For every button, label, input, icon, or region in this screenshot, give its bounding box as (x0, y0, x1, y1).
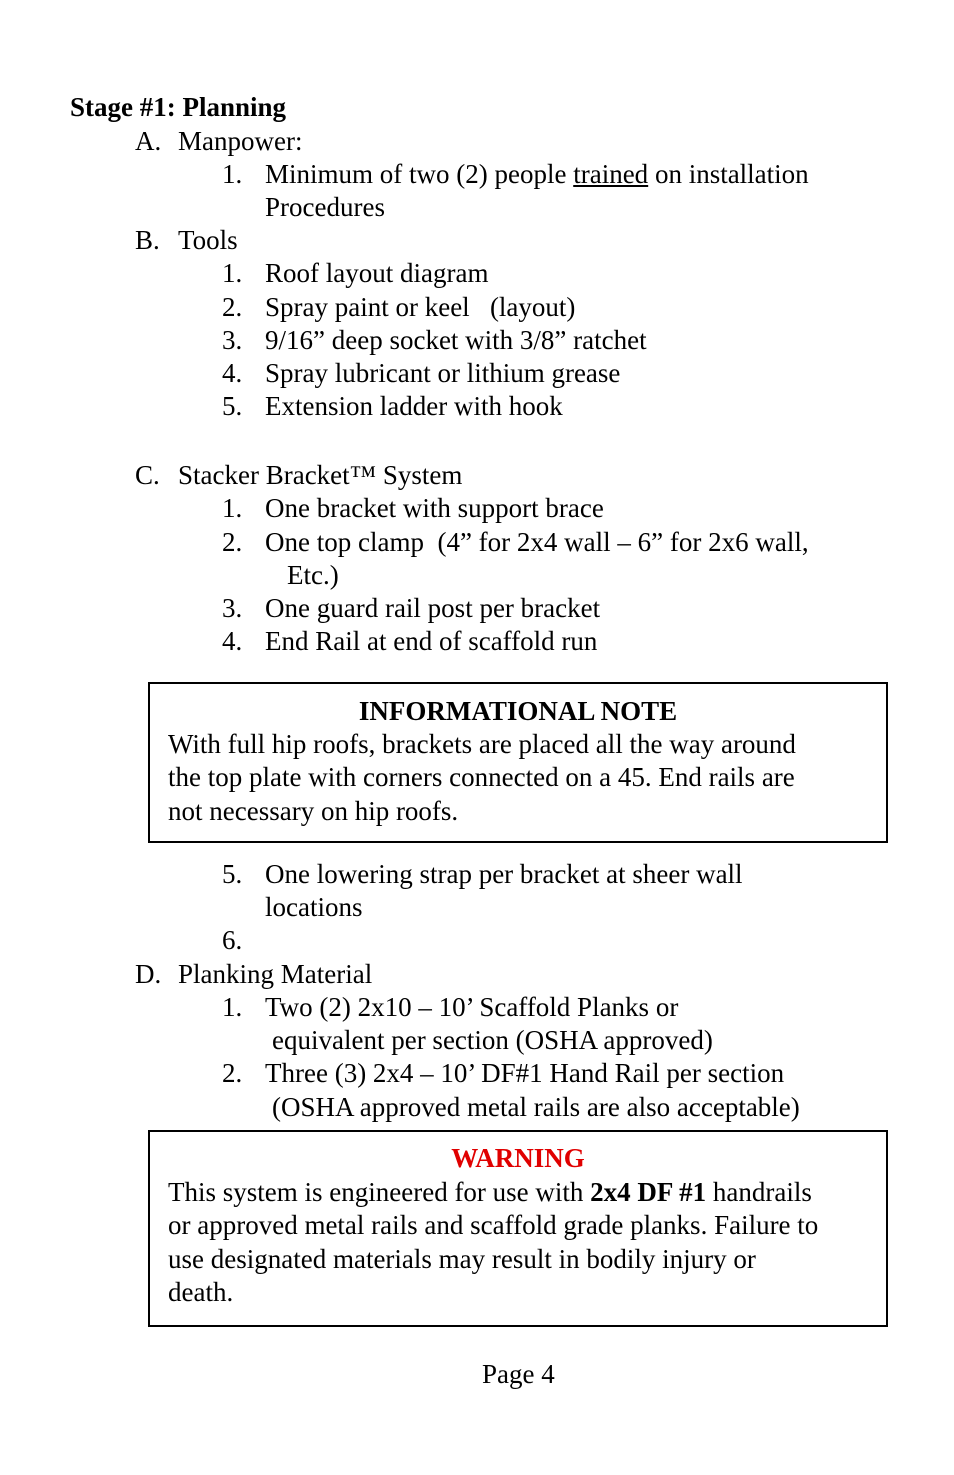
b-item-3-text: 9/16” deep socket with 3/8” ratchet (265, 325, 647, 355)
page-number: Page 4 (482, 1359, 555, 1389)
b-item-2-num: 2. (222, 292, 243, 322)
d-item-1-cont: equivalent per section (OSHA approved) (272, 1025, 713, 1055)
b-item-5-num: 5. (222, 391, 243, 421)
a-item-1-post: on installation (648, 159, 809, 189)
c-item-4-num: 4. (222, 626, 243, 656)
informational-note-line-2: the top plate with corners connected on a 45. End rails are (168, 762, 795, 792)
b-item-3-num: 3. (222, 325, 243, 355)
b-item-1-text: Roof layout diagram (265, 258, 489, 288)
c-item-5-text: One lowering strap per bracket at sheer wall (265, 859, 743, 889)
section-c-letter: C. (135, 460, 160, 490)
informational-note-title: INFORMATIONAL NOTE (358, 696, 678, 726)
section-c-label: Stacker Bracket™ System (178, 460, 463, 490)
warning-line-1 (168, 1176, 812, 1208)
a-item-1-cont: Procedures (265, 192, 385, 222)
warning-line-3: use designated materials may result in bodily injury or (168, 1244, 756, 1274)
a-item-1-underlined: trained (573, 159, 649, 189)
b-item-4-text: Spray lubricant or lithium grease (265, 358, 621, 388)
c-item-5-num: 5. (222, 859, 243, 889)
a-item-1-text (265, 158, 809, 190)
warning-line-4: death. (168, 1277, 234, 1307)
section-a-label: Manpower: (178, 126, 303, 156)
a-item-1-num: 1. (222, 159, 243, 189)
informational-note-box (148, 682, 888, 843)
warning-line-2: or approved metal rails and scaffold grade planks. Failure to (168, 1210, 819, 1240)
a-item-1-pre: Minimum of two (2) people (265, 159, 574, 189)
c-item-5-cont: locations (265, 892, 363, 922)
c-item-3-num: 3. (222, 593, 243, 623)
section-b-label: Tools (178, 225, 238, 255)
stage-title: Stage #1: Planning (70, 92, 287, 122)
warning-line-1-post: handrails (706, 1177, 812, 1207)
d-item-2-cont: (OSHA approved metal rails are also acceptable) (272, 1092, 800, 1122)
b-item-5-text: Extension ladder with hook (265, 391, 563, 421)
d-item-1-text: Two (2) 2x10 – 10’ Scaffold Planks or (265, 992, 679, 1022)
section-d-label: Planking Material (178, 959, 373, 989)
d-item-2-text: Three (3) 2x4 – 10’ DF#1 Hand Rail per section (265, 1058, 785, 1088)
c-item-1-text: One bracket with support brace (265, 493, 604, 523)
b-item-2-text: Spray paint or keel (layout) (265, 292, 576, 322)
d-item-1-num: 1. (222, 992, 243, 1022)
section-d-letter: D. (135, 959, 162, 989)
b-item-1-num: 1. (222, 258, 243, 288)
warning-line-1-bold: 2x4 DF #1 (590, 1177, 707, 1207)
c-item-3-text: One guard rail post per bracket (265, 593, 601, 623)
c-item-6-num: 6. (222, 925, 243, 955)
informational-note-line-3: not necessary on hip roofs. (168, 796, 459, 826)
d-item-2-num: 2. (222, 1058, 243, 1088)
warning-title (150, 1142, 886, 1174)
b-item-4-num: 4. (222, 358, 243, 388)
informational-note-line-1: With full hip roofs, brackets are placed all the way around (168, 729, 796, 759)
c-item-4-text: End Rail at end of scaffold run (265, 626, 598, 656)
warning-title-text: WARNING (451, 1143, 585, 1173)
warning-line-1-pre: This system is engineered for use with (168, 1177, 591, 1207)
section-b-letter: B. (135, 225, 160, 255)
c-item-2-cont: Etc.) (287, 560, 339, 590)
c-item-2-text: One top clamp (4” for 2x4 wall – 6” for 2x6 wall, (265, 527, 809, 557)
c-item-2-num: 2. (222, 527, 243, 557)
c-item-1-num: 1. (222, 493, 243, 523)
warning-box (148, 1130, 888, 1327)
section-a-letter: A. (135, 126, 162, 156)
